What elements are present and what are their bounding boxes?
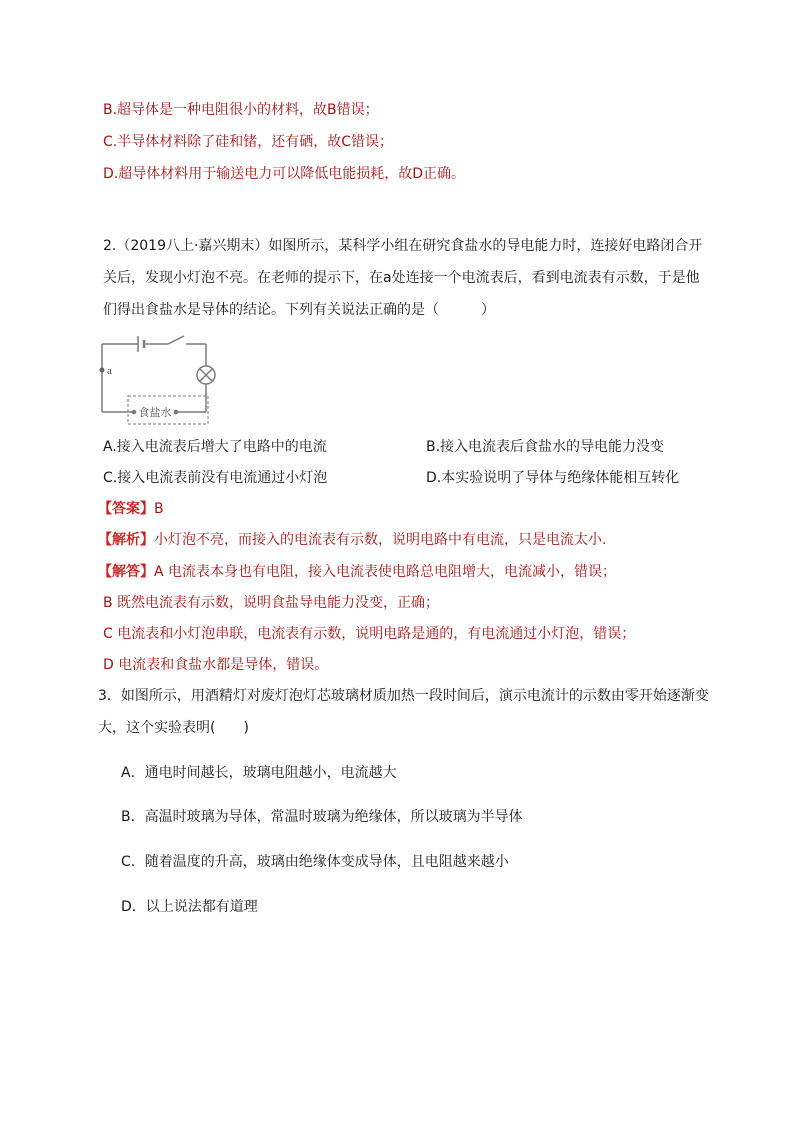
q2-option-d: D.本实验说明了导体与绝缘体能相互转化 (426, 470, 680, 486)
q2-stem-line-3: 们得出食盐水是导体的结论。下列有关说法正确的是（ ） (103, 302, 495, 318)
solution-tag: 【解答】 (98, 564, 154, 580)
q2-analysis-row (98, 530, 606, 550)
prev-answer-line-b: B.超导体是一种电阻很小的材料，故B错误； (103, 102, 379, 118)
switch-blade (168, 336, 184, 344)
point-a-dot (100, 368, 105, 373)
q2-solution-row (98, 562, 616, 582)
analysis-text: 小灯泡不亮，而接入的电流表有示数，说明电路中有电流，只是电流太小. (154, 532, 607, 548)
analysis-tag: 【解析】 (98, 532, 154, 548)
q2-answer-row (98, 499, 164, 519)
solution-line-d: D 电流表和食盐水都是导体，错误。 (103, 657, 329, 673)
solution-line-b: B 既然电流表有示数，说明食盐导电能力没变，正确； (103, 595, 440, 611)
q2-stem-line-1: 2.（2019八上·嘉兴期末）如图所示，某科学小组在研究食盐水的导电能力时，连接好电路闭合开 (103, 238, 703, 254)
q2-option-c: C.接入电流表前没有电流通过小灯泡 (103, 470, 328, 486)
salt-water-label: 食盐水 (138, 406, 172, 419)
q3-option-a: A．通电时间越长，玻璃电阻越小，电流越大 (121, 765, 397, 781)
point-a-label: a (107, 365, 112, 377)
prev-answer-line-d: D.超导体材料用于输送电力可以降低电能损耗，故D正确。 (103, 166, 466, 182)
q3-option-c: C．随着温度的升高，玻璃由绝缘体变成导体，且电阻越来越小 (121, 854, 509, 870)
prev-answer-line-c: C.半导体材料除了硅和锗，还有硒，故C错误； (103, 134, 393, 150)
q2-option-b: B.接入电流表后食盐水的导电能力没变 (426, 439, 665, 455)
q3-stem-line-1: 3．如图所示，用酒精灯对废灯泡灯芯玻璃材质加热一段时间后，演示电流计的示数由零开始逐渐变 (98, 688, 709, 704)
q3-stem-line-2: 大，这个实验表明( ) (98, 720, 249, 736)
solution-line-a: A 电流表本身也有电阻，接入电流表使电路总电阻增大，电流减小，错误； (154, 564, 617, 580)
circuit-diagram (98, 334, 222, 426)
answer-value: B (154, 501, 164, 517)
q2-stem-line-2: 关后，发现小灯泡不亮。在老师的提示下，在a处连接一个电流表后，看到电流表有示数，于是他 (103, 270, 700, 286)
solution-line-c: C 电流表和小灯泡串联，电流表有示数，说明电路是通的，有电流通过小灯泡，错误； (103, 626, 636, 642)
q3-option-d: D．以上说法都有道理 (121, 899, 258, 915)
q3-option-b: B．高温时玻璃为导体，常温时玻璃为绝缘体，所以玻璃为半导体 (121, 809, 523, 825)
answer-tag: 【答案】 (98, 501, 154, 517)
q2-option-a: A.接入电流表后增大了电路中的电流 (103, 439, 327, 455)
